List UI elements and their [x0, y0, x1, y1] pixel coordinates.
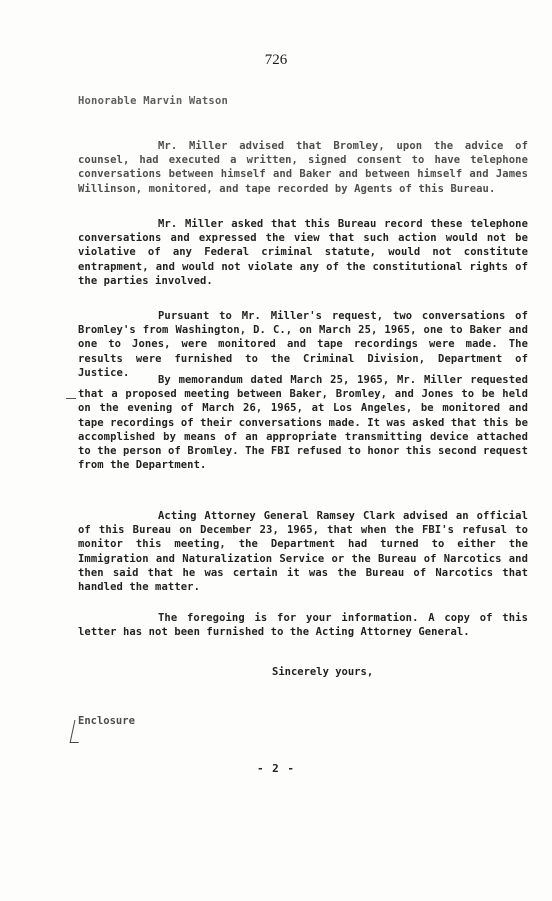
paragraph-5-text: Acting Attorney General Ramsey Clark advised an official of this Bureau on December 23, 1965, that when the FBI's refusal to monitor this meeting, the Department had turned to either the Immigration and Naturalization Service or the Bureau of Narcotics and then said that he was certain it was the Bureau of Narcotics that handled the matter.	[78, 510, 528, 594]
paragraph-3	[78, 309, 528, 380]
paragraph-2	[78, 217, 528, 288]
paragraph-6	[78, 611, 528, 639]
enclosure-line: Enclosure	[78, 715, 135, 727]
paragraph-3-text: Pursuant to Mr. Miller's request, two conversations of Bromley's from Washington, D. C., on March 25, 1965, one to Baker and one to Jones, were monitored and tape recordings were made. The results were furnished to the Criminal Division, Department of Justice.	[78, 310, 528, 379]
paragraph-2-text: Mr. Miller asked that this Bureau record these telephone conversations and expressed the view that such action would not be violative of any Federal criminal statute, would not constitute entrapment, and would not violate any of the constitutional rights of the parties involved.	[78, 218, 528, 287]
page-number: 726	[264, 52, 288, 68]
paragraph-1-text: Mr. Miller advised that Bromley, upon the advice of counsel, had executed a written, signed consent to have telephone conversations between himself and Baker and between himself and James Willinson, monitored, and tape recorded by Agents of this Bureau.	[78, 140, 528, 195]
paragraph-4	[78, 373, 528, 472]
margin-mark	[66, 398, 76, 399]
addressee-line: Honorable Marvin Watson	[78, 95, 228, 107]
footer-page-marker: - 2 -	[256, 762, 296, 775]
paragraph-6-text: The foregoing is for your information. A copy of this letter has not been furnished to the Acting Attorney General.	[78, 612, 528, 639]
paragraph-4-text: By memorandum dated March 25, 1965, Mr. Miller requested that a proposed meeting between Baker, Bromley, and Jones to be held on the evening of March 26, 1965, at Los Angeles, be monitored and tape recordings of their conversations made. It was asked that this be accomplished by means of an appropriate transmitting device attached to the person of Bromley. The FBI refused to honor this second request from the Department.	[78, 374, 528, 472]
closing-line: Sincerely yours,	[272, 666, 374, 678]
paragraph-5	[78, 509, 528, 594]
paragraph-1	[78, 139, 528, 196]
